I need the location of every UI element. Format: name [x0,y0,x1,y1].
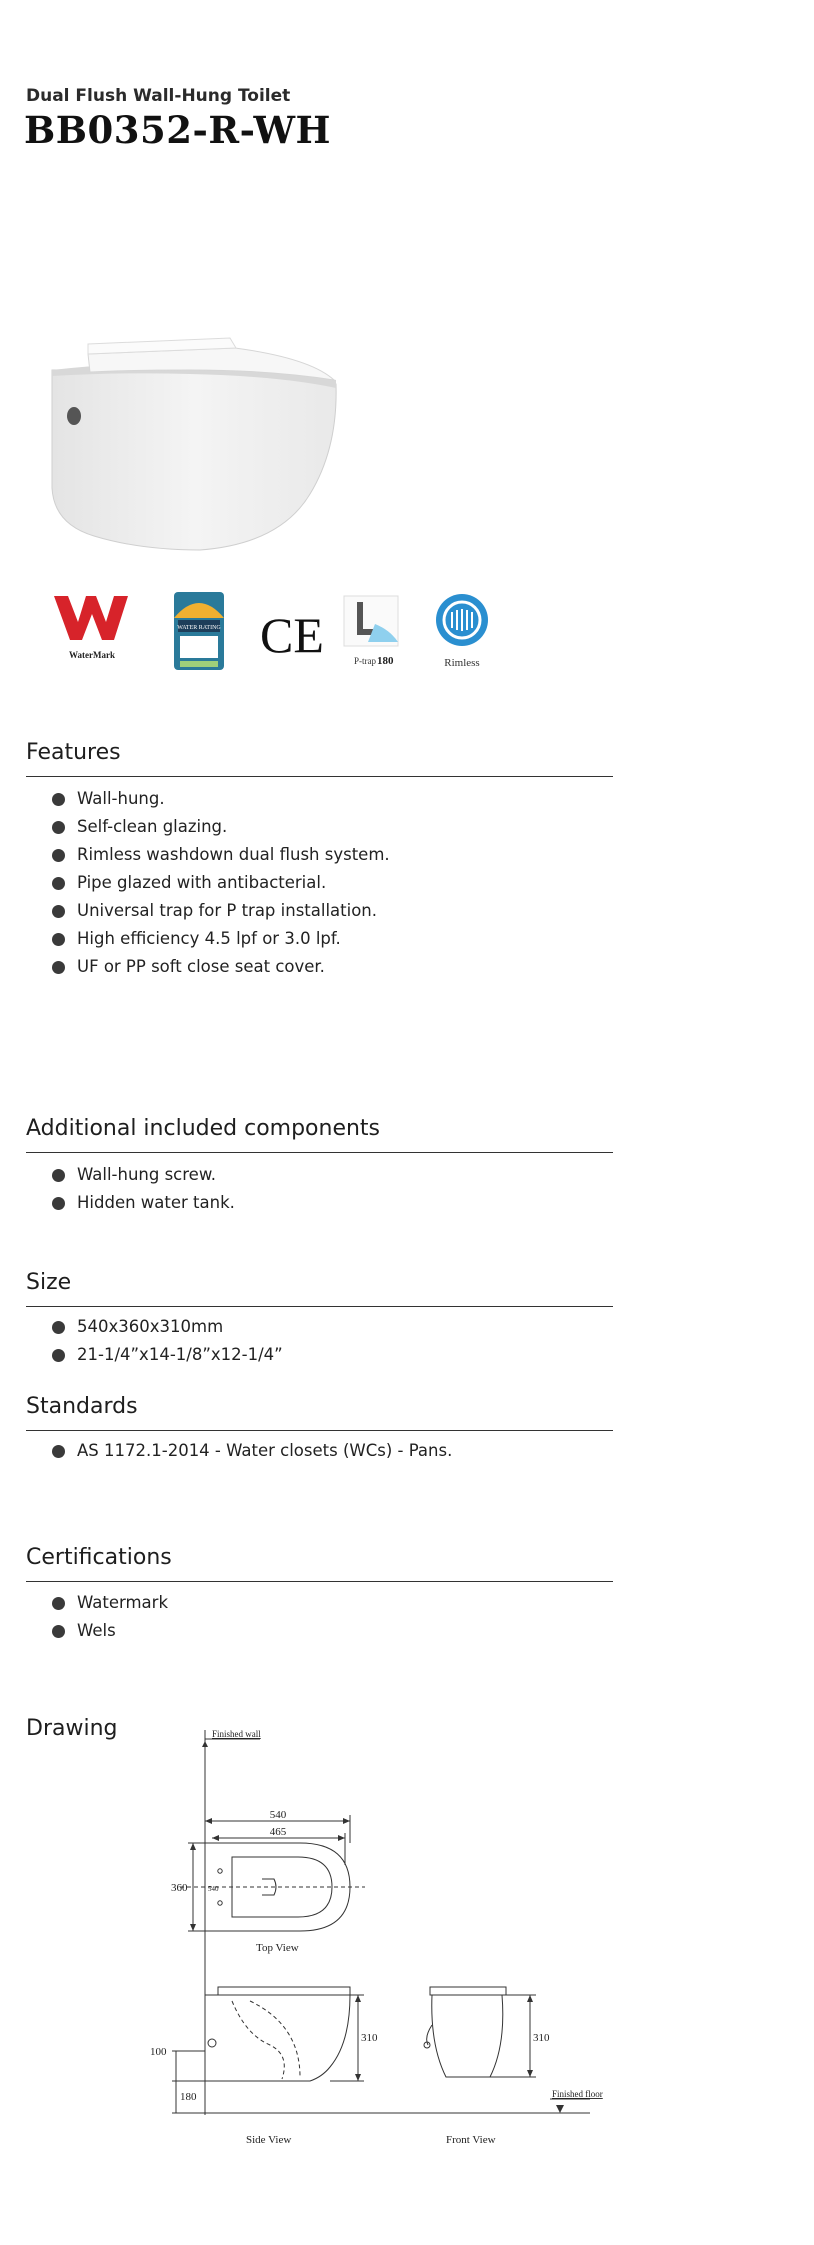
finished-floor-label: Finished floor [552,2089,603,2099]
certifications-list [50,1589,168,1645]
rimless-label: Rimless [444,657,480,669]
standards-divider [26,1430,613,1431]
features-divider [26,776,613,777]
standards-list [50,1437,452,1465]
dimension-540: 540 [269,1809,287,1821]
size-title: Size [26,1270,72,1295]
list-item: Hidden water tank. [50,1189,235,1217]
product-subtitle: Dual Flush Wall-Hung Toilet [26,86,291,106]
list-item: 21-1/4”x14-1/8”x12-1/4” [50,1341,283,1369]
list-item: UF or PP soft close seat cover. [50,953,390,981]
certifications-title: Certifications [26,1545,172,1570]
ce-mark [260,607,324,663]
dimension-180: 180 [180,2091,197,2103]
wels-rating-badge [174,592,224,670]
list-item: Watermark [50,1589,168,1617]
components-divider [26,1152,613,1153]
components-list [50,1161,235,1217]
dimension-100: 100 [150,2046,167,2058]
features-title: Features [26,740,121,765]
list-item: Wall-hung screw. [50,1161,235,1189]
side-view-label: Side View [246,2134,292,2146]
p-trap-value: 180 [377,655,394,667]
size-divider [26,1306,613,1307]
dimension-360: 360 [171,1882,188,1894]
list-item: 540x360x310mm [50,1313,283,1341]
features-list [50,785,390,981]
certification-badges [40,588,500,678]
watermark-logo [54,596,128,660]
dimension-465: 465 [269,1826,287,1838]
list-item: Wall-hung. [50,785,390,813]
front-view-label: Front View [446,2134,496,2146]
list-item: High efficiency 4.5 lpf or 3.0 lpf. [50,925,390,953]
list-item: Universal trap for P trap installation. [50,897,390,925]
list-item: Self-clean glazing. [50,813,390,841]
rimless-icon [436,594,488,669]
p-trap-label: P-trap [354,656,376,666]
list-item: Pipe glazed with antibacterial. [50,869,390,897]
drawing-title: Drawing [26,1716,118,1741]
list-item: Rimless washdown dual flush system. [50,841,390,869]
watermark-logo-text: WaterMark [69,650,115,660]
finished-wall-label: Finished wall [212,1729,261,1739]
list-item: AS 1172.1-2014 - Water closets (WCs) - Pans. [50,1437,452,1465]
p-trap-icon [344,596,398,667]
model-number: BB0352-R-WH [24,108,331,152]
dimension-310-front: 310 [533,2032,550,2044]
dimension-540-small: 540 [208,1885,219,1893]
wels-rating-text: WATER RATING [177,625,221,631]
technical-drawing [150,1725,620,2155]
certifications-divider [26,1581,613,1582]
product-image [40,318,350,558]
dimension-310-side: 310 [361,2032,378,2044]
list-item: Wels [50,1617,168,1645]
ce-mark-text: CE [260,607,324,663]
components-title: Additional included components [26,1116,381,1141]
size-list [50,1313,283,1369]
top-view-label: Top View [256,1942,299,1954]
standards-title: Standards [26,1394,138,1419]
